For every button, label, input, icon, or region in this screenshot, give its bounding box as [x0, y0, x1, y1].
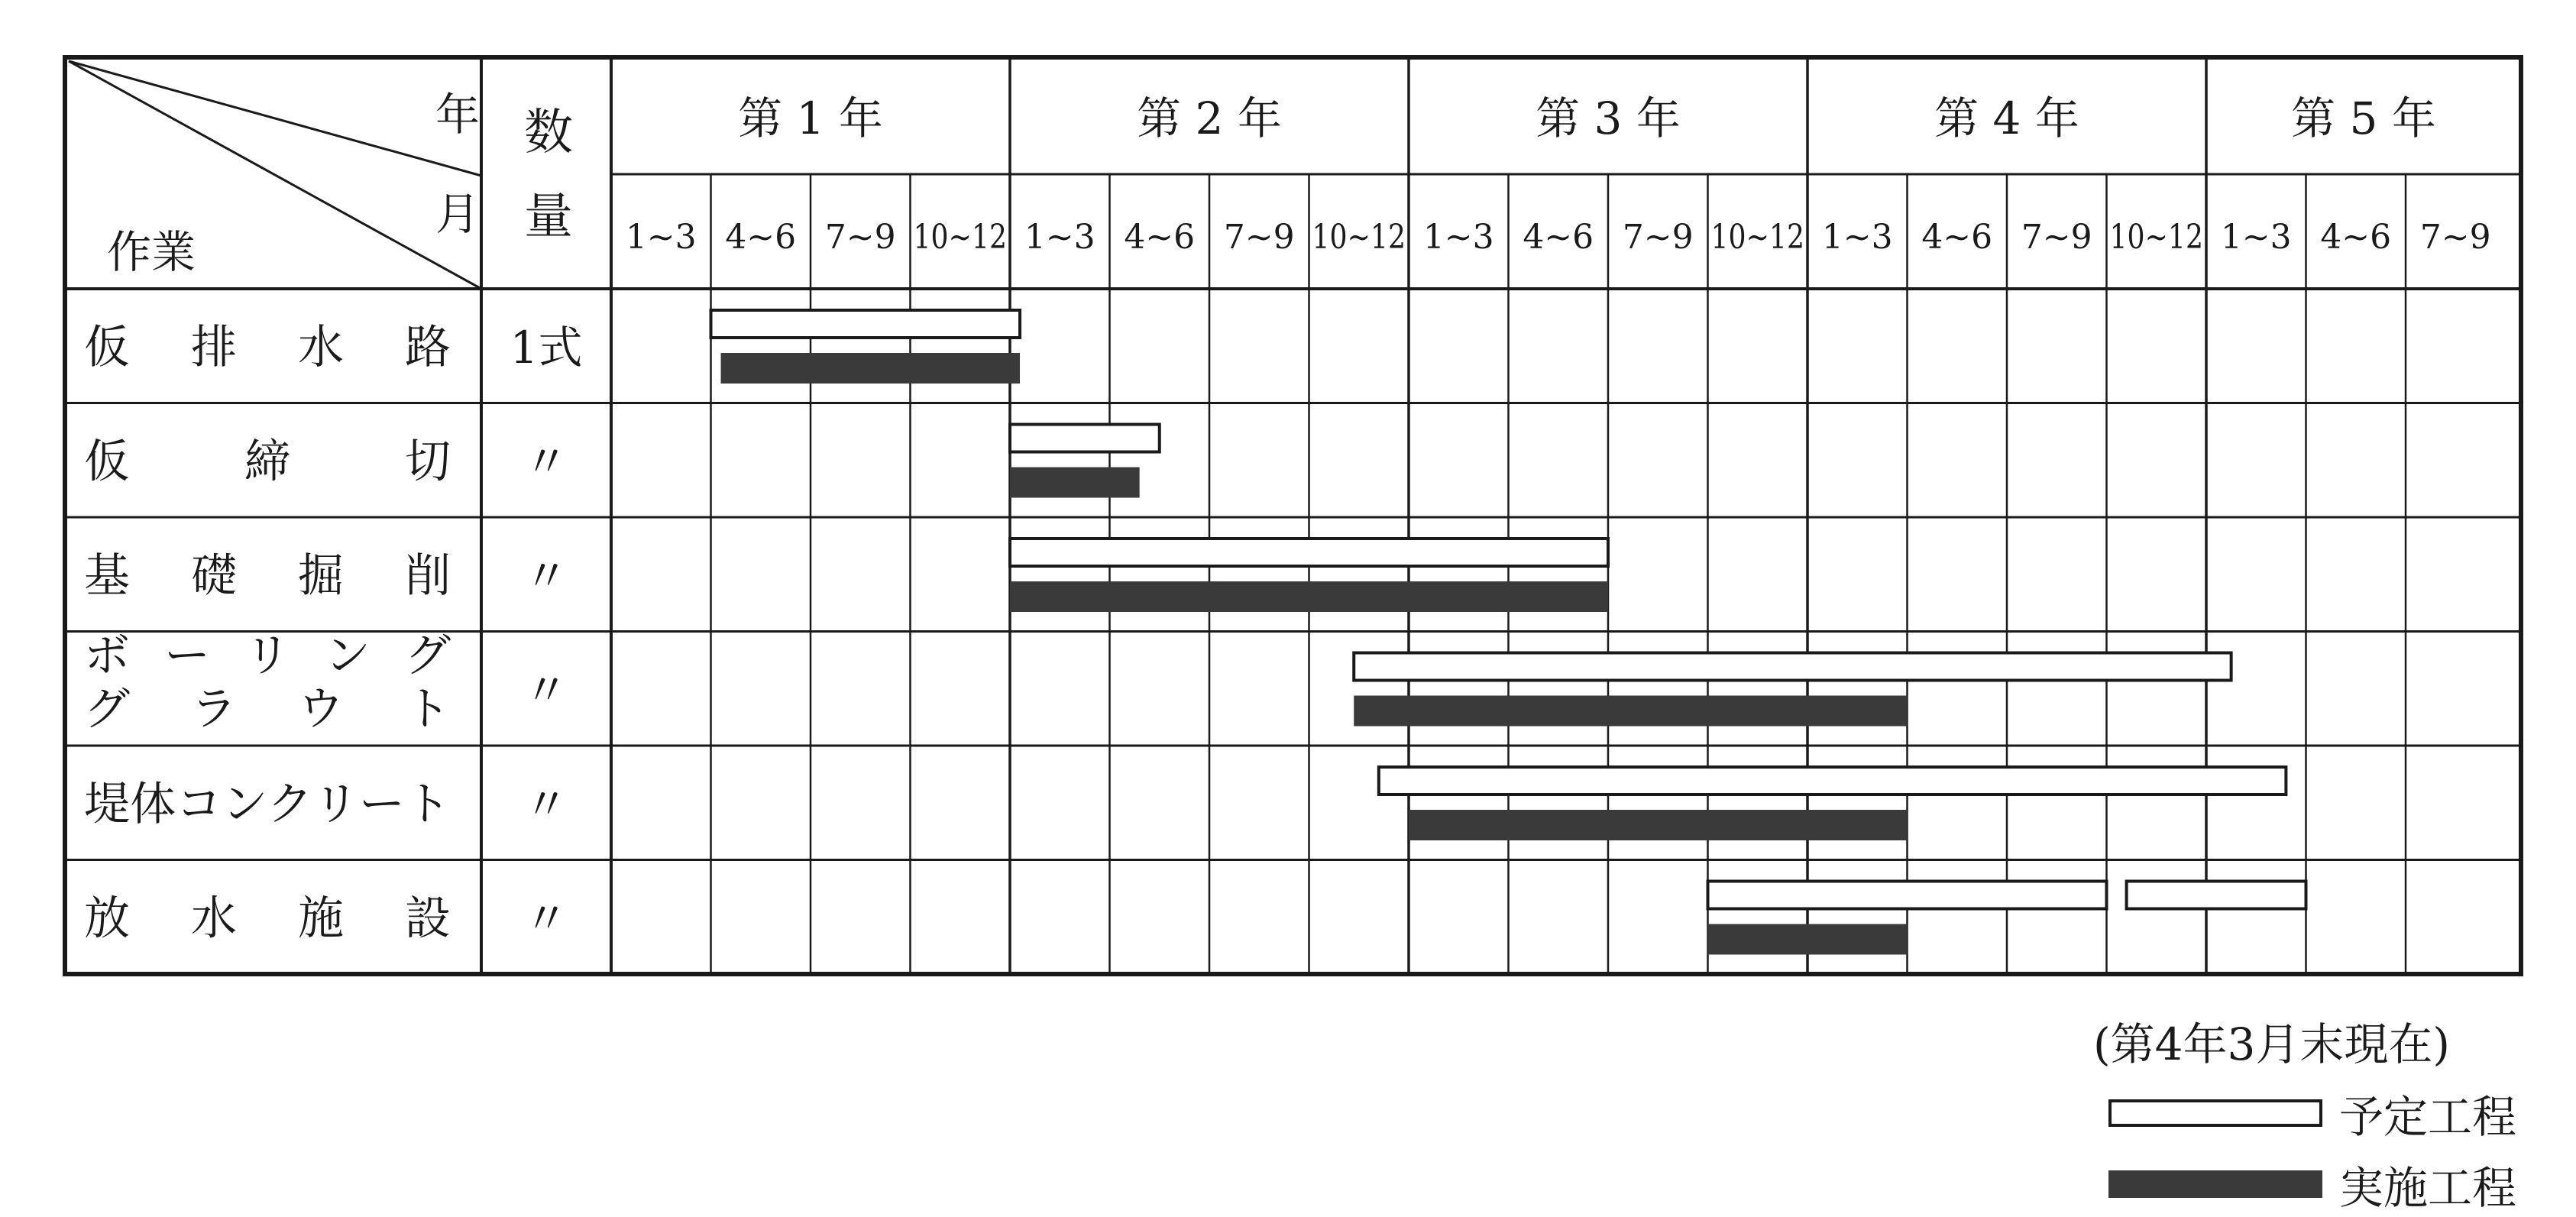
- status-note-text: (第4年3月末現在): [2093, 1018, 2451, 1070]
- quarter-label: 4~6: [725, 218, 797, 257]
- task-quantity: 1式: [510, 321, 583, 374]
- planned-bar: [1379, 767, 2286, 795]
- quarter-label: 4~6: [2320, 218, 2392, 257]
- task-name: グ ラ ウ ト: [84, 682, 451, 736]
- task-quantity: 〃: [523, 892, 569, 945]
- planned-bar: [1354, 653, 2231, 681]
- legend-planned: [2108, 1081, 2516, 1145]
- task-labels: [84, 321, 582, 946]
- quarter-label: 4~6: [1921, 218, 1993, 257]
- quarter-label: 1~3: [2220, 218, 2292, 257]
- task-quantity: 〃: [523, 664, 569, 717]
- quarter-labels: [626, 218, 2491, 257]
- month-axis-label: 月: [435, 188, 481, 240]
- year-label: 第 5 年: [2291, 92, 2436, 144]
- legend-actual: [2108, 1152, 2516, 1216]
- table-frame: [65, 57, 2521, 974]
- actual-bar: [1354, 696, 1907, 727]
- actual-bar: [1010, 581, 1608, 612]
- legend-actual-label: 実施工程: [2339, 1162, 2517, 1214]
- quarter-label: 4~6: [1523, 218, 1594, 257]
- task-quantity: 〃: [523, 435, 569, 488]
- diagonal-line-1: [69, 61, 481, 176]
- quarter-label: 4~6: [1124, 218, 1196, 257]
- table-grid: [65, 57, 2521, 974]
- quarter-label: 1~3: [625, 218, 697, 257]
- planned-bar: [2127, 882, 2306, 909]
- quarter-label: 10~12: [913, 218, 1007, 257]
- actual-bar: [1708, 924, 1908, 955]
- planned-bar: [1010, 425, 1160, 452]
- task-name: 放 水 施 設: [84, 892, 451, 946]
- actual-bar: [1010, 468, 1140, 498]
- legend-actual-swatch: [2108, 1170, 2322, 1198]
- task-quantity: 〃: [523, 549, 569, 602]
- quarter-label: 10~12: [2109, 218, 2203, 257]
- quarter-label: 7~9: [1622, 218, 1694, 257]
- task-name: 堤体コンクリート: [84, 777, 451, 831]
- quarter-label: 1~3: [1422, 218, 1494, 257]
- quantity-label-top: 数: [524, 105, 573, 161]
- legend-planned-label: 予定工程: [2339, 1091, 2517, 1143]
- planned-bar: [1010, 539, 1608, 566]
- work-axis-label: 作業: [107, 226, 196, 278]
- actual-bar: [721, 353, 1021, 384]
- quarter-label: 10~12: [1312, 218, 1406, 257]
- year-labels: [738, 92, 2436, 144]
- actual-bar: [1409, 810, 1908, 840]
- year-label: 第 4 年: [1934, 92, 2079, 144]
- task-name: ボ ー リ ン グ: [84, 629, 451, 683]
- quarter-label: 1~3: [1024, 218, 1095, 257]
- year-axis-label: 年: [435, 89, 481, 141]
- task-name: 基 礎 掘 削: [84, 549, 451, 603]
- status-note: [2093, 1008, 2450, 1073]
- planned-bar: [711, 310, 1021, 338]
- year-label: 第 1 年: [738, 92, 883, 144]
- quarter-label: 7~9: [2021, 218, 2092, 257]
- task-name: 仮 排 水 路: [84, 320, 451, 374]
- quantity-label-bottom: 量: [524, 189, 573, 245]
- quarter-label: 7~9: [2419, 218, 2491, 257]
- task-quantity: 〃: [523, 778, 569, 830]
- task-name: 仮 締 切: [84, 435, 451, 489]
- quarter-label: 7~9: [824, 218, 896, 257]
- quarter-label: 10~12: [1710, 218, 1804, 257]
- year-label: 第 2 年: [1137, 92, 1282, 144]
- quarter-label: 7~9: [1223, 218, 1295, 257]
- table-header: [69, 61, 573, 289]
- legend-planned-swatch: [2108, 1099, 2322, 1127]
- year-label: 第 3 年: [1536, 92, 1681, 144]
- planned-bar: [1708, 882, 2107, 909]
- quarter-label: 1~3: [1821, 218, 1893, 257]
